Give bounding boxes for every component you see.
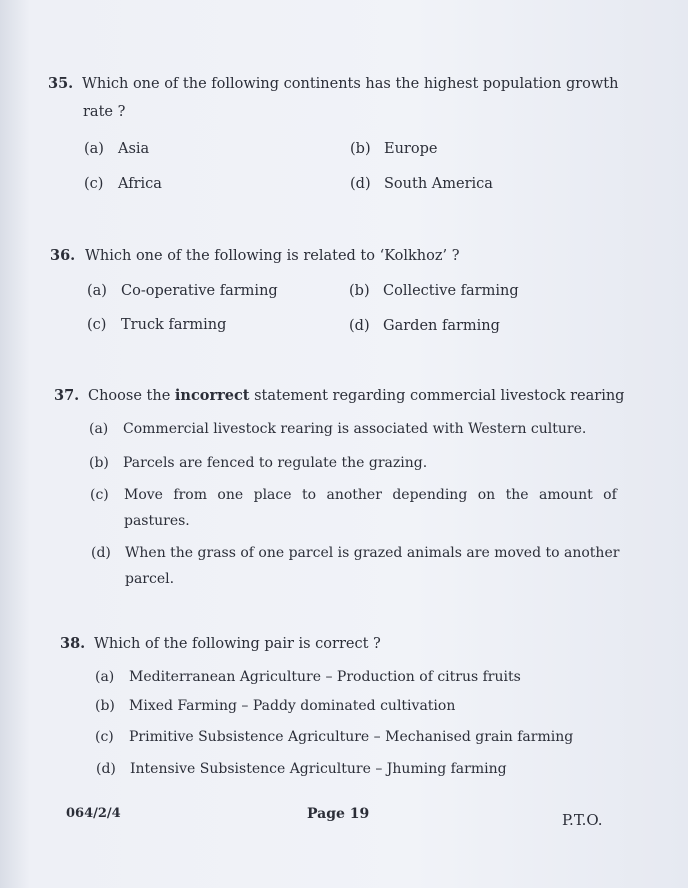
pto-label: P.T.O.	[562, 811, 603, 829]
option-label: (d)	[91, 545, 111, 561]
question-number: 38.	[60, 635, 86, 652]
option-label: (c)	[90, 487, 109, 503]
option-a	[89, 421, 609, 441]
option-label: (c)	[84, 176, 104, 192]
question-text: Which one of the following continents has the highest population growth	[82, 76, 619, 92]
option-c	[87, 317, 226, 333]
option-label: (c)	[95, 729, 114, 745]
option-label: (b)	[89, 455, 109, 471]
question-38	[60, 635, 381, 653]
option-text: Commercial livestock rearing is associated with Western culture.	[123, 421, 587, 437]
option-text: South America	[384, 176, 493, 192]
option-text: Africa	[118, 176, 162, 192]
question-36	[50, 247, 460, 265]
question-35	[48, 75, 618, 93]
option-c	[84, 176, 162, 192]
option-b	[350, 141, 437, 157]
option-text: Primitive Subsistence Agriculture – Mechanised grain farming	[129, 729, 574, 745]
option-d	[350, 176, 493, 192]
question-text: Which one of the following is related to ‘Kolkhoz’ ?	[85, 248, 460, 264]
option-text: Intensive Subsistence Agriculture – Jhuming farming	[130, 761, 507, 777]
question-text-emphasis: incorrect	[174, 387, 250, 404]
option-text: Move from one place to another depending on the amount of	[124, 487, 617, 503]
question-text: Which of the following pair is correct ?	[94, 636, 381, 652]
option-label: (a)	[89, 421, 109, 437]
option-text-continued: pastures.	[124, 513, 190, 529]
option-label: (c)	[87, 317, 107, 333]
option-label: (b)	[350, 141, 371, 157]
option-label: (d)	[350, 176, 371, 192]
option-d	[349, 318, 500, 334]
option-text: Mixed Farming – Paddy dominated cultivation	[129, 698, 456, 714]
option-a	[87, 283, 278, 299]
option-a	[95, 669, 615, 689]
question-text-post: statement regarding commercial livestock rearing	[254, 388, 625, 404]
question-text-pre: Choose the	[88, 388, 171, 404]
option-text: Europe	[384, 141, 438, 157]
option-d	[91, 545, 620, 589]
question-number: 37.	[54, 387, 80, 404]
option-text: Asia	[118, 141, 150, 157]
option-text: Parcels are fenced to regulate the grazing.	[123, 455, 428, 471]
option-text: When the grass of one parcel is grazed animals are moved to another	[125, 545, 620, 561]
option-text: Garden farming	[383, 318, 500, 334]
option-a	[84, 141, 149, 157]
option-b	[89, 455, 609, 475]
option-label: (a)	[95, 669, 115, 685]
option-text: Truck farming	[121, 317, 227, 333]
option-b	[349, 283, 519, 299]
option-c	[90, 487, 617, 531]
option-text: Co-operative farming	[121, 283, 278, 299]
option-label: (d)	[349, 318, 370, 334]
question-37	[54, 387, 624, 405]
page-number: Page 19	[307, 806, 370, 822]
question-number: 35.	[48, 75, 74, 92]
option-label: (d)	[96, 761, 116, 777]
option-c	[95, 729, 615, 749]
option-b	[95, 698, 615, 718]
option-d	[96, 761, 616, 781]
option-label: (b)	[95, 698, 115, 714]
option-text-continued: parcel.	[125, 571, 175, 587]
option-label: (a)	[87, 283, 107, 299]
option-label: (b)	[349, 283, 370, 299]
option-text: Collective farming	[383, 283, 519, 299]
question-text-continued: rate ?	[83, 104, 126, 120]
option-text: Mediterranean Agriculture – Production of citrus fruits	[129, 669, 521, 685]
option-label: (a)	[84, 141, 104, 157]
question-number: 36.	[50, 247, 76, 264]
paper-code: 064/2/4	[66, 806, 121, 821]
